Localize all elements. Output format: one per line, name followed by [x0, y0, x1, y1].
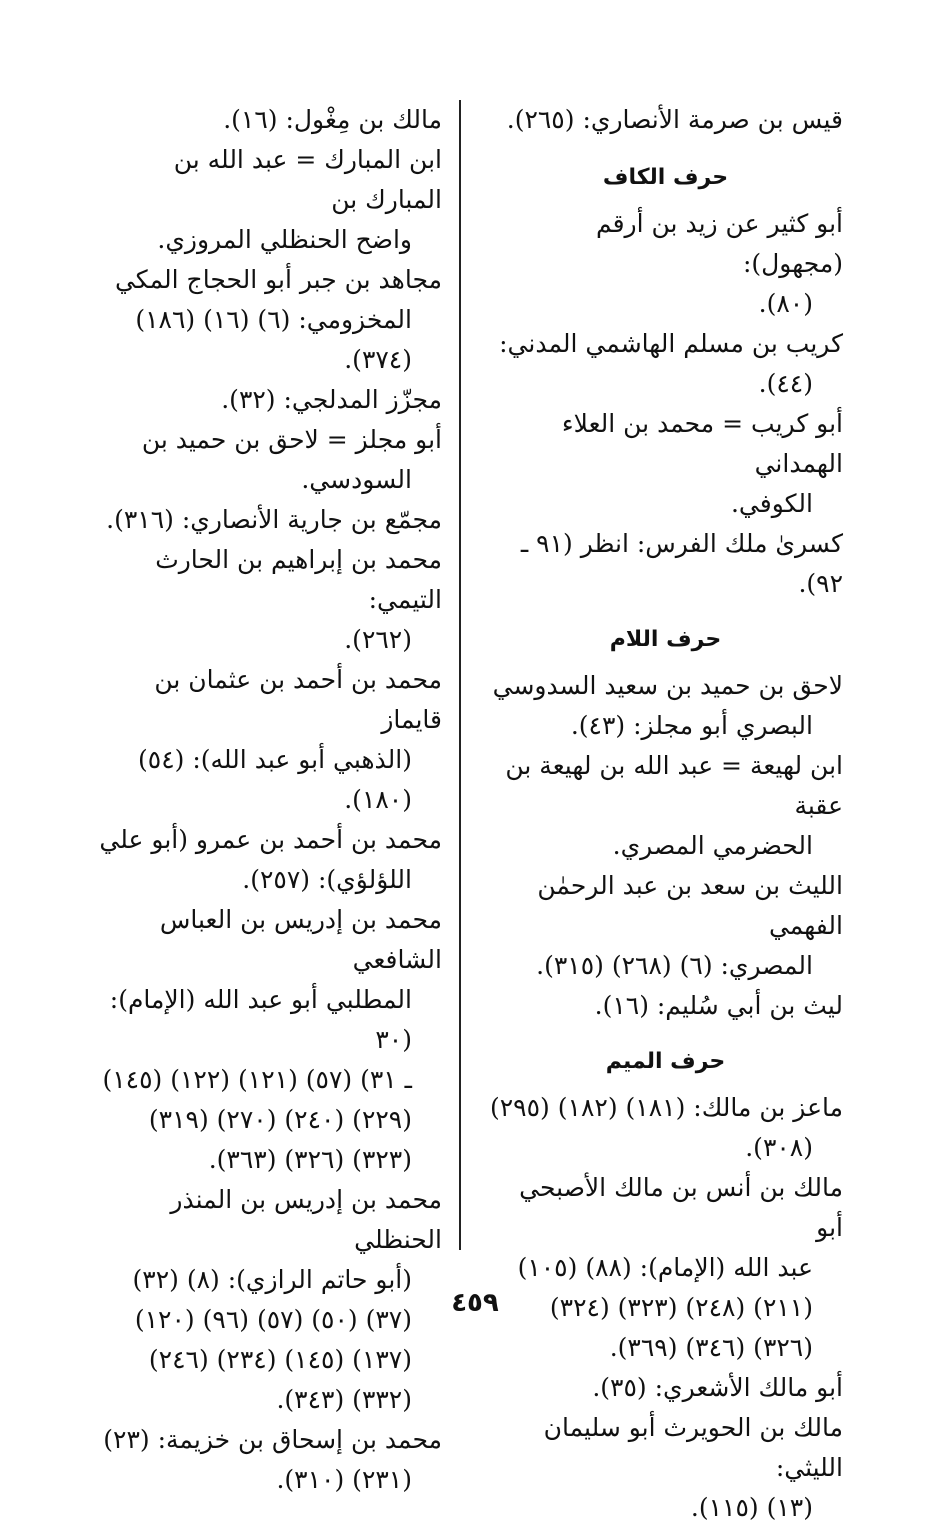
- index-entry: [92, 260, 442, 380]
- entry-line: مجمّع بن جارية الأنصاري: (٣١٦).: [106, 505, 442, 534]
- entry-line: محمد بن إسحاق بن خزيمة: (٢٣): [103, 1425, 442, 1454]
- index-entry: [92, 900, 442, 1180]
- entry-line: مالك بن مِغْول: (١٦).: [223, 105, 442, 134]
- index-entry: [92, 380, 442, 420]
- index-entry: [488, 1088, 843, 1168]
- entry-line: مالك بن أنس بن مالك الأصبحي أبو: [519, 1173, 843, 1242]
- entry-continuation-line: المخزومي: (٦) (١٦) (١٨٦): [135, 305, 412, 334]
- entry-continuation-line: واضح الحنظلي المروزي.: [157, 225, 412, 254]
- entry-continuation-line: (٢٣١) (٣١٠).: [276, 1465, 412, 1494]
- section-heading: حرف اللام: [609, 627, 722, 652]
- entry-continuation-line: (٨٠).: [758, 289, 813, 318]
- entry-continuation-line: (١٣) (١١٥).: [690, 1493, 813, 1522]
- entry-line: ماعز بن مالك: (١٨١) (١٨٢) (٢٩٥): [489, 1093, 843, 1122]
- index-entry: [488, 666, 843, 746]
- index-entry: [488, 404, 843, 524]
- entry-continuation-line: (٣٧) (٥٠) (٥٧) (٩٦) (١٢٠): [134, 1305, 412, 1334]
- entry-continuation-line: (٣٣٢) (٣٤٣).: [276, 1385, 412, 1414]
- entry-continuation-line: ـ ٣١) (٥٧) (١٢١) (١٢٢) (١٤٥): [102, 1065, 412, 1094]
- index-entry: [488, 746, 843, 866]
- section-heading: حرف الميم: [605, 1049, 726, 1074]
- entry-line: أبو كثير عن زيد بن أرقم (مجهول):: [595, 209, 843, 278]
- entry-line: قيس بن صرمة الأنصاري: (٢٦٥).: [506, 105, 843, 134]
- entry-continuation-line: (أبو حاتم الرازي): (٨) (٣٢): [132, 1265, 412, 1294]
- entry-continuation-line: (٢١١) (٢٤٨) (٣٢٣) (٣٢٤): [549, 1293, 813, 1322]
- entry-line: أبو مجلز = لاحق بن حميد بن: [141, 425, 442, 454]
- index-entry: [92, 660, 442, 820]
- index-entry: [92, 100, 442, 140]
- entry-line: محمد بن أحمد بن عثمان بن قايماز: [154, 665, 442, 734]
- entry-continuation-line: (٣٧٤).: [344, 345, 412, 374]
- entry-continuation-line: البصري أبو مجلز: (٤٣).: [570, 711, 813, 740]
- index-entry: [92, 420, 442, 500]
- entry-continuation-line: (١٣٧) (١٤٥) (٢٣٤) (٢٤٦): [148, 1345, 412, 1374]
- entry-continuation-line: اللؤلؤي): (٢٥٧).: [242, 865, 412, 894]
- index-entry: [92, 140, 442, 260]
- index-entry: [488, 1408, 843, 1528]
- entry-continuation-line: (الذهبي أبو عبد الله): (٥٤): [138, 745, 412, 774]
- column-divider: [459, 100, 461, 1250]
- entry-continuation-line: (٣٠٨).: [745, 1133, 813, 1162]
- entry-line: مجاهد بن جبر أبو الحجاج المكي: [114, 265, 442, 294]
- entry-line: أبو كريب = محمد بن العلاء الهمداني: [561, 409, 843, 478]
- entry-continuation-line: عبد الله (الإمام): (٨٨) (١٠٥): [517, 1253, 813, 1282]
- entry-continuation-line: الحضرمي المصري.: [612, 831, 813, 860]
- index-entry: [92, 540, 442, 660]
- entry-continuation-line: (٣٢٣) (٣٢٦) (٣٦٣).: [208, 1145, 412, 1174]
- index-entry: [488, 1368, 843, 1408]
- entry-continuation-line: (٣٢٦) (٣٤٦) (٣٦٩).: [609, 1333, 813, 1362]
- index-entry: [92, 820, 442, 900]
- entry-continuation-line: المطلبي أبو عبد الله (الإمام): (٣٠: [109, 985, 412, 1054]
- index-entry: [488, 100, 843, 140]
- entry-continuation-line: (١٨٠).: [344, 785, 412, 814]
- entry-line: لاحق بن حميد بن سعيد السدوسي: [492, 671, 843, 700]
- index-entry: [488, 204, 843, 324]
- entry-line: مجزّز المدلجي: (٣٢).: [221, 385, 442, 414]
- entry-line: أبو مالك الأشعري: (٣٥).: [592, 1373, 843, 1402]
- entry-continuation-line: (٤٤).: [758, 369, 813, 398]
- entry-continuation-line: الكوفي.: [730, 489, 813, 518]
- index-entry: [92, 1420, 442, 1500]
- entry-line: الليث بن سعد بن عبد الرحمٰن الفهمي: [537, 871, 843, 940]
- index-entry: [488, 866, 843, 986]
- page-number: ٤٥٩: [451, 1288, 499, 1318]
- entry-continuation-line: (٢٢٩) (٢٤٠) (٢٧٠) (٣١٩): [148, 1105, 412, 1134]
- index-entry: [92, 500, 442, 540]
- index-entry: [488, 524, 843, 604]
- index-entry: [488, 986, 843, 1026]
- entry-line: ابن لهيعة = عبد الله بن لهيعة بن عقبة: [505, 751, 843, 820]
- entry-continuation-line: المصري: (٦) (٢٦٨) (٣١٥).: [536, 951, 813, 980]
- entry-continuation-line: (٢٦٢).: [344, 625, 412, 654]
- section-heading: حرف الكاف: [602, 165, 729, 190]
- entry-line: محمد بن إدريس بن المنذر الحنظلي: [170, 1185, 442, 1254]
- entry-continuation-line: السودسي.: [301, 465, 412, 494]
- entry-line: مالك بن الحويرث أبو سليمان الليثي:: [543, 1413, 843, 1482]
- index-entry: [488, 324, 843, 404]
- index-entry: [488, 1168, 843, 1368]
- entry-line: محمد بن إبراهيم بن الحارث التيمي:: [155, 545, 442, 614]
- entry-line: ليث بن أبي سُليم: (١٦).: [594, 991, 843, 1020]
- entry-line: ابن المبارك = عبد الله بن المبارك بن: [173, 145, 442, 214]
- entry-line: كريب بن مسلم الهاشمي المدني:: [499, 329, 843, 358]
- entry-line: محمد بن إدريس بن العباس الشافعي: [159, 905, 442, 974]
- entry-line: كسرىٰ ملك الفرس: انظر (٩١ ـ ٩٢).: [520, 529, 843, 598]
- entry-line: محمد بن أحمد بن عمرو (أبو علي: [99, 825, 442, 854]
